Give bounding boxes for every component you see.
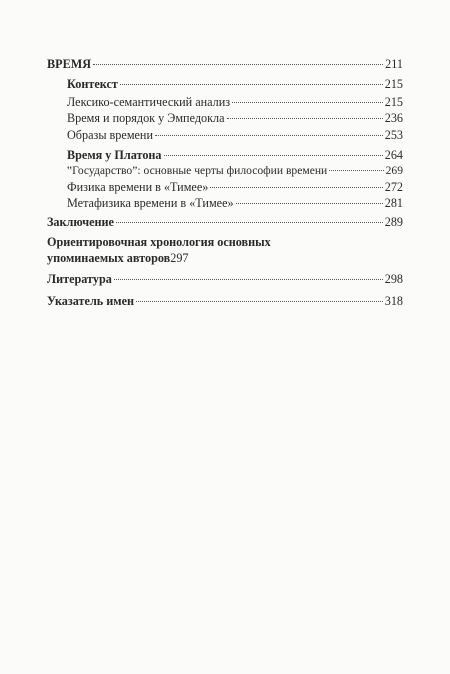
toc-entry-label: Указатель имен <box>47 294 135 308</box>
dot-leader <box>116 222 383 223</box>
toc-entry-label: Заключение <box>47 215 114 229</box>
dot-leader <box>210 187 382 188</box>
toc-page-number: 236 <box>384 111 403 125</box>
toc-entry-label: Лексико-семантический анализ <box>67 95 231 109</box>
dot-leader <box>93 64 383 65</box>
toc-entry-gosudarstvo[interactable] <box>67 163 403 179</box>
toc-entry-label: Образы времени <box>67 128 153 142</box>
toc-page-number: 253 <box>384 128 403 142</box>
toc-entry-label: Время и порядок у Эмпедокла <box>67 111 225 125</box>
dot-leader <box>232 102 383 103</box>
toc-entry-label: Физика времени в «Тимее» <box>67 180 209 194</box>
toc-entry-label: Литература <box>47 272 112 286</box>
toc-page-number: 298 <box>384 272 403 286</box>
toc-page-number: 272 <box>384 180 403 194</box>
toc-entry-kontekst[interactable] <box>67 76 403 92</box>
dot-leader <box>236 203 383 204</box>
toc-page-number: 264 <box>384 148 403 162</box>
toc-entry-label: ‟Государство”: основные черты философии времени <box>67 164 328 177</box>
dot-leader <box>120 84 383 85</box>
toc-entry-leksiko[interactable] <box>67 94 403 110</box>
dot-leader <box>329 170 383 171</box>
toc-entry-ukazatel[interactable] <box>47 293 403 309</box>
toc-entry-label: Контекст <box>67 77 118 91</box>
toc-page-number: 215 <box>384 95 403 109</box>
dot-leader <box>164 155 383 156</box>
toc-entry-label: ВРЕМЯ <box>47 57 92 71</box>
toc-entry-label-line1: Ориентировочная хронология основных <box>47 235 271 249</box>
toc-entry-label-line2: упоминаемых авторов <box>47 251 171 265</box>
toc-entry-platon[interactable] <box>67 147 403 163</box>
toc-entry-label: Метафизика времени в «Тимее» <box>67 196 234 210</box>
toc-entry-empedokl[interactable] <box>67 110 403 126</box>
toc-page-number: 318 <box>384 294 403 308</box>
toc-entry-metafizika[interactable] <box>67 195 403 211</box>
toc-page-number: 281 <box>384 196 403 210</box>
toc-page-number: 297 <box>170 251 189 265</box>
toc-page-number: 215 <box>384 77 403 91</box>
dot-leader <box>227 118 383 119</box>
toc-entry-label: Время у Платона <box>67 148 162 162</box>
toc-entry-fizika[interactable] <box>67 179 403 195</box>
toc-entry-vremya[interactable] <box>47 56 403 72</box>
toc-entry-literatura[interactable] <box>47 271 403 287</box>
dot-leader <box>136 301 383 302</box>
toc-page-number: 289 <box>384 215 403 229</box>
toc-entry-khronologia[interactable] <box>47 234 403 266</box>
toc-page-number: 211 <box>385 57 403 71</box>
toc-page-number: 269 <box>385 164 403 177</box>
dot-leader <box>114 279 383 280</box>
toc-entry-obrazy[interactable] <box>67 127 403 143</box>
toc-entry-zakluchenie[interactable] <box>47 214 403 230</box>
dot-leader <box>155 135 383 136</box>
